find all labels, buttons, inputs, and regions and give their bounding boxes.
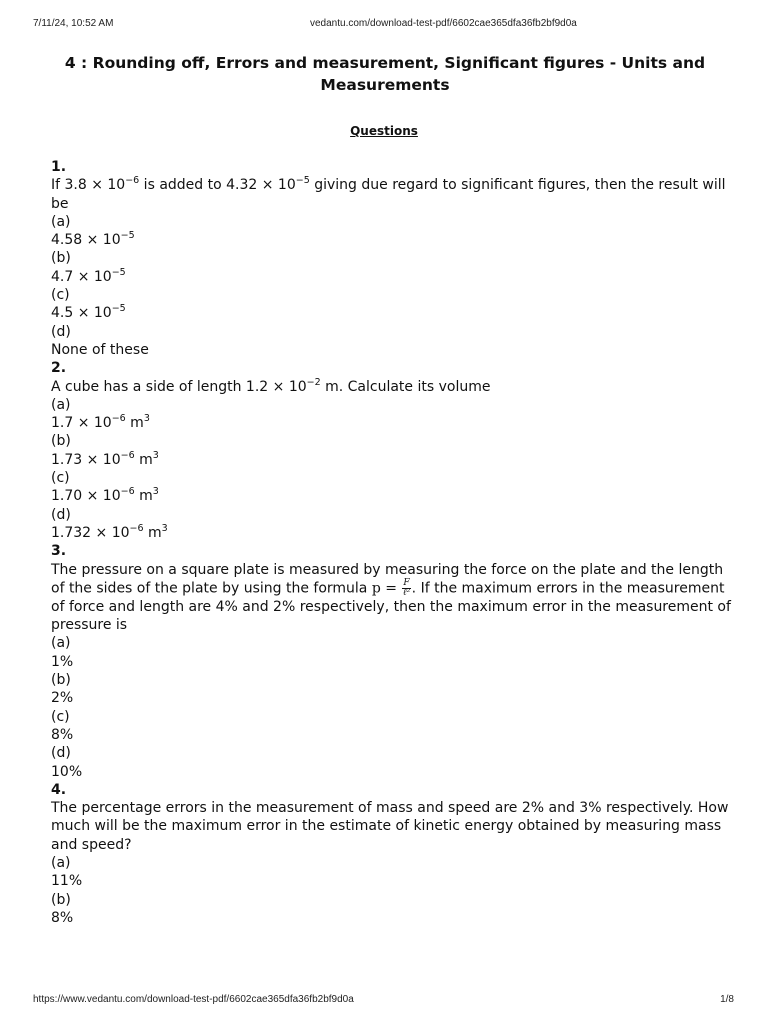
question-number: 4. [51, 781, 67, 798]
option-label: (d) [51, 323, 71, 340]
option-text: $1.73 \times 10^{-6}$ $m^3$ [51, 449, 159, 468]
question-4 [51, 781, 731, 927]
option-label: (b) [51, 672, 71, 689]
page-number: 1/8 [720, 994, 734, 1005]
question-1 [51, 158, 731, 359]
option-label: (c) [51, 470, 70, 487]
option-text: 2% [51, 690, 74, 707]
question-number: 3. [51, 543, 67, 560]
option-label: (a) [51, 635, 71, 652]
option-label: (b) [51, 250, 71, 267]
option-label: (a) [51, 213, 71, 230]
option-text: $4.58 \times 10^{-5}$ [51, 230, 135, 249]
option-text: $4.5 \times 10^{-5}$ [51, 303, 126, 322]
option-label: (c) [51, 708, 70, 725]
question-2 [51, 359, 731, 542]
print-footer-url: https://www.vedantu.com/download-test-pdf/6602cae365dfa36fb2bf9d0a [33, 994, 354, 1005]
formula-lhs: p = [371, 580, 402, 597]
section-heading: Questions [350, 124, 418, 138]
formula-fraction: $\frac{F}{\text{ℓ²}}$ [402, 577, 411, 598]
option-text: $1.70 \times 10^{-6}$ $m^3$ [51, 486, 159, 505]
option-text: $1.7 \times 10^{-6}$ $m^3$ [51, 413, 150, 432]
page-title: 4 : Rounding off, Errors and measurement, Significant figures - Units and Measurements [64, 54, 706, 94]
option-text: 8% [51, 909, 74, 926]
option-label: (a) [51, 854, 71, 871]
option-label: (b) [51, 891, 71, 908]
option-text: $1.732 \times 10^{-6}$ $m^3$ [51, 522, 168, 541]
question-text: A cube has a side of length $1.2 \times 10^{-2}$ m. Calculate its volume [51, 376, 491, 395]
question-text: If $3.8 \times 10^{-6}$ is added to $4.32 \times 10^{-5}$ giving due regard to significant figures, then the result will be [51, 175, 726, 212]
option-text: None of these [51, 341, 149, 358]
option-label: (b) [51, 433, 71, 450]
question-number: 1. [51, 159, 67, 175]
question-3 [51, 542, 731, 781]
print-header-url: vedantu.com/download-test-pdf/6602cae365dfa36fb2bf9d0a [310, 18, 577, 29]
question-text: The percentage errors in the measurement of mass and speed are 2% and 3% respectively. How much will be the maximum error in the estimate of kinetic energy obtained by measuring mass and speed? [51, 800, 729, 853]
option-label: (a) [51, 396, 71, 413]
option-text: $4.7 \times 10^{-5}$ [51, 266, 126, 285]
option-label: (d) [51, 745, 71, 762]
option-label: (d) [51, 506, 71, 523]
question-text: The pressure on a square plate is measured by measuring the force on the plate and the length of the sides of the plate by using the formula p = $\frac{F}{\text{ℓ²}}$ . If the maximum errors in the measurement of force and length are 4% and 2% respectively, then the maximum error in the measurement of pressure is [51, 561, 731, 634]
option-text: 11% [51, 873, 83, 890]
print-datetime: 7/11/24, 10:52 AM [33, 18, 114, 29]
question-list [51, 158, 731, 927]
option-text: 10% [51, 763, 83, 780]
option-text: 1% [51, 653, 74, 670]
option-label: (c) [51, 287, 70, 304]
option-text: 8% [51, 726, 74, 743]
question-number: 2. [51, 360, 67, 377]
